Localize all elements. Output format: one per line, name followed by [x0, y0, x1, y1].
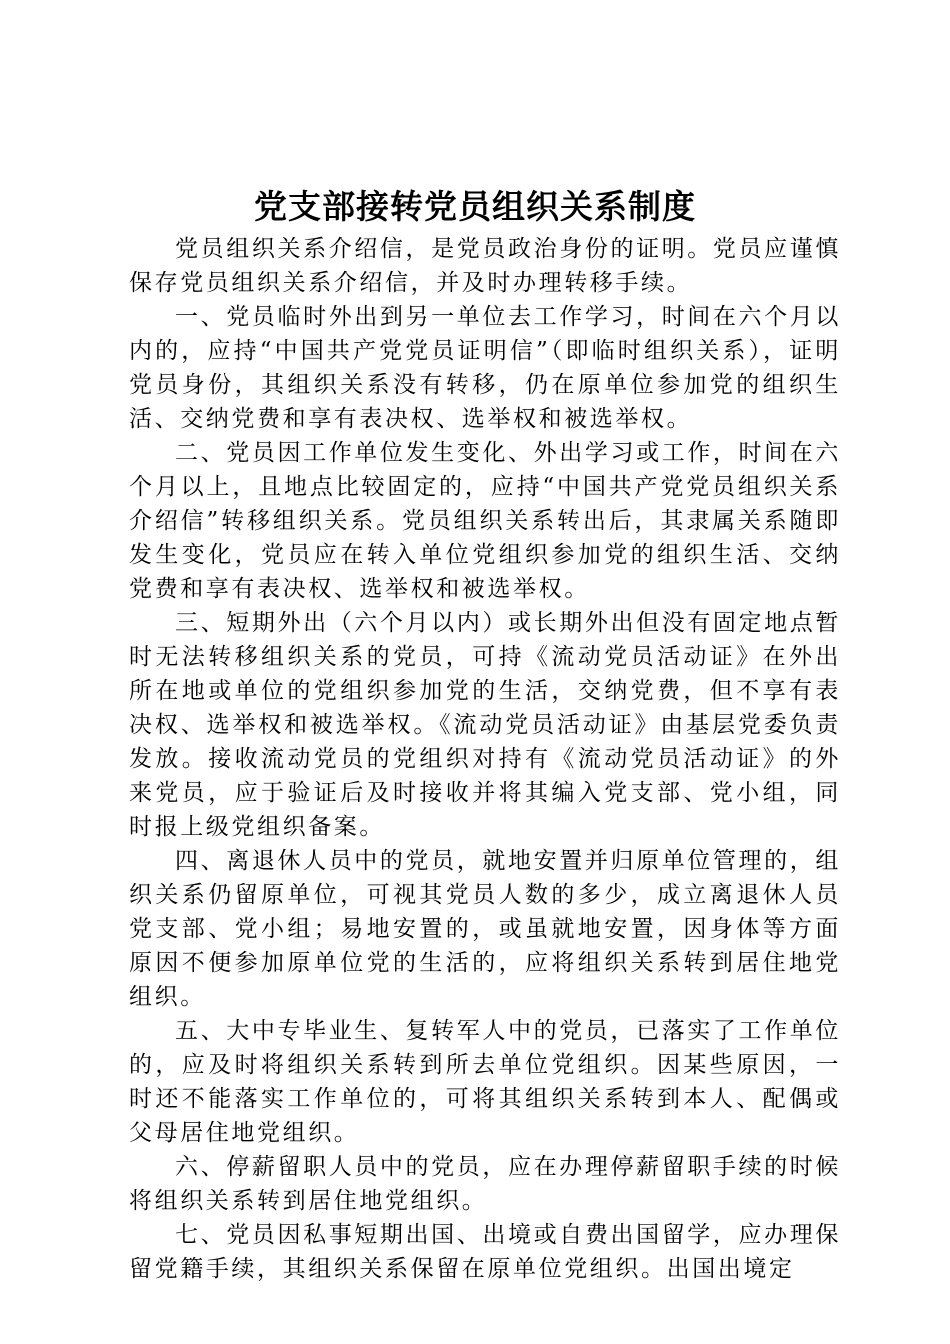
document-title: 党支部接转党员组织关系制度 [254, 187, 696, 226]
paragraph-6: 六、停薪留职人员中的党员，应在办理停薪留职手续的时候将组织关系转到居住地党组织。 [129, 1154, 841, 1214]
paragraph-2: 二、党员因工作单位发生变化、外出学习或工作，时间在六个月以上，且地点比较固定的，应持“中国共产党党员组织关系介绍信”转移组织关系。党员组织关系转出后，其隶属关系随即发生变化，党员应在转入单位党组织参加党的组织生活、交纳党费和享有表决权、选举权和被选举权。 [129, 440, 841, 602]
paragraph-1: 一、党员临时外出到另一单位去工作学习，时间在六个月以内的，应持“中国共产党党员证明信”（即临时组织关系），证明党员身份，其组织关系没有转移，仍在原单位参加党的组织生活、交纳党费和享有表决权、选举权和被选举权。 [129, 304, 841, 432]
paragraph-3: 三、短期外出（六个月以内）或长期外出但没有固定地点暂时无法转移组织关系的党员，可持《流动党员活动证》在外出所在地或单位的党组织参加党的生活，交纳党费，但不享有表决权、选举权和被选举权。《流动党员活动证》由基层党委负责发放。接收流动党员的党组织对持有《流动党员活动证》的外来党员，应于验证后及时接收并将其编入党支部、党小组，同时报上级党组织备案。 [129, 610, 841, 840]
paragraph-intro: 党员组织关系介绍信，是党员政治身份的证明。党员应谨慎保存党员组织关系介绍信，并及时办理转移手续。 [129, 236, 841, 296]
paragraph-4: 四、离退休人员中的党员，就地安置并归原单位管理的，组织关系仍留原单位，可视其党员人数的多少，成立离退休人员党支部、党小组；易地安置的，或虽就地安置，因身体等方面原因不便参加原单位党的生活的，应将组织关系转到居住地党组织。 [129, 848, 841, 1010]
paragraph-5: 五、大中专毕业生、复转军人中的党员，已落实了工作单位的，应及时将组织关系转到所去单位党组织。因某些原因，一时还不能落实工作单位的，可将其组织关系转到本人、配偶或父母居住地党组织。 [129, 1018, 841, 1146]
paragraph-7: 七、党员因私事短期出国、出境或自费出国留学，应办理保留党籍手续，其组织关系保留在原单位党组织。出国出境定 [129, 1222, 841, 1282]
document-body [129, 232, 841, 1286]
